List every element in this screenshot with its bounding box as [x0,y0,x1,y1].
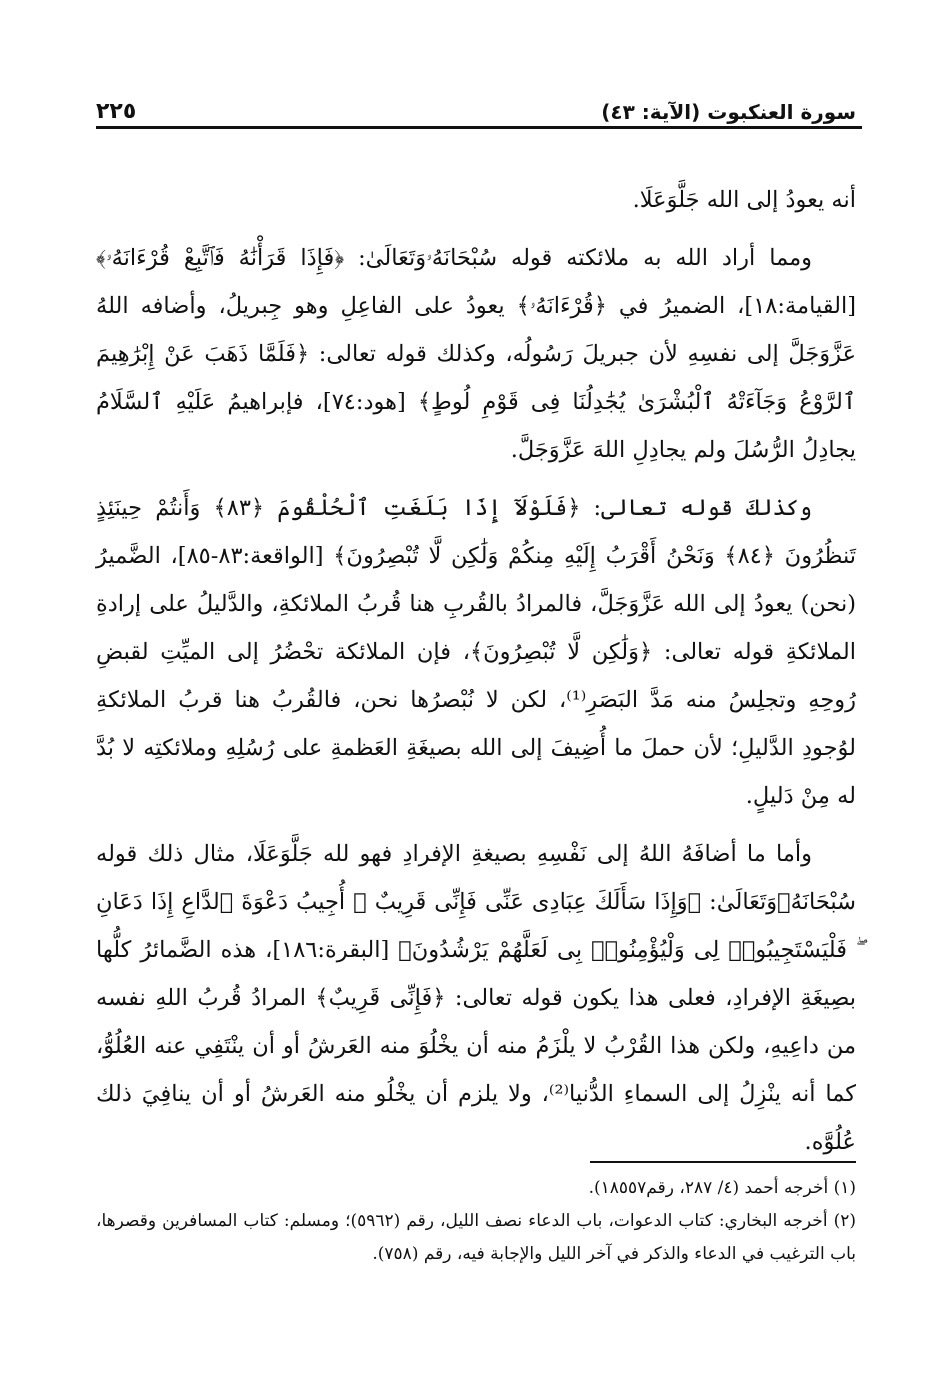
footnote: (٢) أخرجه البخاري: كتاب الدعوات، باب الدعاء نصف الليل، رقم (٥٩٦٢)؛ ومسلم: كتاب المسافرين وقصرها، باب الترغيب في الدعاء والذكر في آخر الليل والإجابة فيه، رقم (٧٥٨). [96,1211,856,1264]
paragraph: أنه يعودُ إلى الله جَلَّوَعَلَا. [632,187,856,213]
header-rule [96,126,862,129]
page-number: ٢٢٥ [96,99,137,124]
paragraph: ومما أراد الله به ملائكته قوله سُبْحَانَهُۥوَتَعَالَىٰ: ﴿فَإِذَا قَرَأْنَٰهُ فَٱتَّبِعْ قُرْءَانَهُۥ﴾ [القيامة:١٨]، الضميرُ في ﴿قُرْءَانَهُۥ﴾ يعودُ على الفاعِلِ وهو جِبريلُ، وأضافه اللهُ عَزَّوَجَلَّ إلى نفسِهِ لأن جبريلَ رَسُولُه، وكذلك قوله تعالى: ﴿فَلَمَّا ذَهَبَ عَنْ إِبْرَٰهِيمَ ٱلرَّوْعُ وَجَآءَتْهُ ٱلْبُشْرَىٰ يُجَٰدِلُنَا فِى قَوْمِ لُوطٍ﴾ [هود:٧٤]، فإبراهيمُ عَلَيْهِ ٱلسَّلَامُ يجادِلُ الرُّسُلَ ولم يجادِلِ اللهَ عَزَّوَجَلَّ. [96,245,857,463]
footnote-separator [590,1161,856,1163]
footnote: (١) أخرجه أحمد (٤/ ٢٨٧، رقم١٨٥٥٧). [588,1178,856,1198]
footnotes [96,1172,856,1271]
main-text [96,176,856,1166]
paragraph: وكذلكَ قوله تعالى: ﴿فَلَوْلَآ إِذَا بَلَغَتِ ٱلْحُلْقُومَ ﴿٨٣﴾ وَأَنتُمْ حِينَئِذٍ تَنظُرُونَ ﴿٨٤﴾ وَنَحْنُ أَقْرَبُ إِلَيْهِ مِنكُمْ وَلَٰكِن لَّا تُبْصِرُونَ﴾ [الواقعة:٨٣-٨٥]، الضَّميرُ (نحن) يعودُ إلى الله عَزَّوَجَلَّ، فالمرادُ بالقُربِ هنا قُربُ الملائكةِ، والدَّليلُ على إرادةِ الملائكةِ قوله تعالى: ﴿وَلَٰكِن لَّا تُبْصِرُونَ﴾، فإن الملائكة تحْضُرُ إلى الميِّتِ لقبضِ رُوحِهِ وتجلِسُ منه مَدَّ البَصَرِ⁽¹⁾، لكن لا نُبْصرُها نحن، فالقُربُ هنا قربُ الملائكةِ لوُجودِ الدَّليلِ؛ لأن حملَ ما أُضِيفَ إلى الله بصيغَةِ العَظمةِ على رُسُلِهِ وملائكتِه لا بُدَّ له مِنْ دَليلٍ. [96,495,857,809]
running-header [96,88,856,124]
surah-title: سورة العنكبوت (الآية: ٤٣) [601,100,856,124]
paragraph: وأما ما أضافَهُ اللهُ إلى نَفْسِهِ بصيغةِ الإفرادِ فهو لله جَلَّوَعَلَا، مثال ذلك قوله سُبْحَانَهُۥوَتَعَالَىٰ: ﴿وَإِذَا سَأَلَكَ عِبَادِى عَنِّى فَإِنِّى قَرِيبٌ ۖ أُجِيبُ دَعْوَةَ ٱلدَّاعِ إِذَا دَعَانِ ۖ فَلْيَسْتَجِيبُوا۟ لِى وَلْيُؤْمِنُوا۟ بِى لَعَلَّهُمْ يَرْشُدُونَ﴾ [البقرة:١٨٦]، هذه الضَّمائرُ كلُّها بصِيغَةِ الإفرادِ، فعلى هذا يكون قوله تعالى: ﴿فَإِنِّى قَرِيبٌ﴾ المرادُ قُربُ اللهِ نفسه من داعِيهِ، ولكن هذا القُرْبُ لا يلْزَمُ منه أن يخْلُوَ منه العَرشُ أو أن ينْتَفِي عنه العُلُوُّ، كما أنه ينْزِلُ إلى السماءِ الدُّنيا⁽²⁾، ولا يلزم أن يخْلُو منه العَرشُ أو أن ينافِيَ ذلك عُلُوَّه. [96,841,856,1155]
